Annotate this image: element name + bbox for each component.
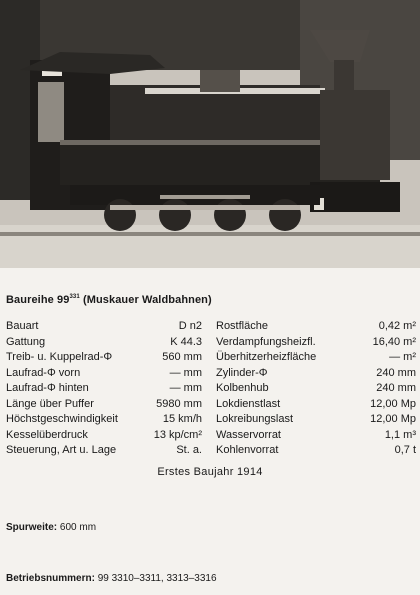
spec-value: — mm: [169, 382, 202, 394]
spec-value: D n2: [178, 320, 202, 332]
spec-row: [6, 443, 416, 459]
spec-value: 240 mm: [376, 366, 416, 379]
spec-row: [6, 381, 416, 397]
spec-value: 5980 mm: [156, 397, 202, 410]
spec-label: Kolbenhub: [216, 382, 269, 394]
spec-value: St. a.: [176, 444, 202, 456]
spec-value: 240 mm: [376, 382, 416, 394]
spec-row: [6, 412, 416, 428]
spec-label: Höchstgeschwindigkeit: [6, 413, 118, 425]
spec-value: 1,1 m³: [384, 428, 416, 441]
heading: [6, 294, 212, 306]
spec-label: Zylinder-Φ: [216, 366, 268, 379]
spec-label: Wasservorrat: [216, 428, 281, 441]
first-year: Erstes Baujahr 1914: [157, 466, 263, 478]
spec-value: 16,40 m²: [372, 335, 416, 348]
heading-subtitle: (Muskauer Waldbahnen): [82, 294, 212, 306]
specs-table: [6, 319, 416, 459]
heading-superscript: 331: [69, 294, 80, 300]
gauge-value: 600 mm: [59, 522, 97, 533]
spec-value: 13 kp/cm²: [153, 428, 202, 441]
spec-label: Lokreibungslast: [216, 413, 294, 425]
spec-label: Überhitzerheizfläche: [216, 351, 317, 363]
gauge: [6, 522, 96, 533]
spec-value: 12,00 Mp: [370, 413, 416, 425]
spec-label: Lokdienstlast: [216, 397, 281, 410]
spec-label: Rostfläche: [216, 320, 268, 332]
numbers-label: Betriebsnummern:: [6, 573, 95, 584]
spec-value: 0,7 t: [394, 444, 416, 456]
spec-row: [6, 428, 416, 444]
spec-value: 0,42 m²: [378, 320, 416, 332]
numbers-value: 99 3310–3311, 3313–3316: [97, 573, 217, 584]
spec-label: Laufrad-Φ vorn: [6, 366, 81, 379]
gauge-label: Spurweite:: [6, 522, 58, 533]
spec-row: [6, 397, 416, 413]
spec-value: 15 km/h: [162, 413, 202, 425]
spec-value: — mm: [169, 366, 202, 379]
spec-value: K 44.3: [170, 335, 202, 348]
spec-value: 12,00 Mp: [370, 397, 416, 410]
spec-row: [6, 319, 416, 335]
spec-row: [6, 350, 416, 366]
spec-label: Gattung: [6, 335, 46, 348]
spec-label: Kohlenvorrat: [216, 444, 279, 456]
spec-row: [6, 335, 416, 351]
spec-label: Verdampfungsheizfl.: [216, 335, 316, 348]
spec-label: Treib- u. Kuppelrad-Φ: [6, 351, 113, 363]
spec-row: [6, 366, 416, 382]
spec-label: Länge über Puffer: [6, 397, 94, 410]
locomotive-image: [0, 0, 420, 268]
spec-label: Laufrad-Φ hinten: [6, 382, 89, 394]
heading-prefix: Baureihe 99: [6, 294, 70, 306]
locomotive-photo: [0, 0, 420, 268]
spec-label: Steuerung, Art u. Lage: [6, 444, 117, 456]
spec-value: — m²: [389, 351, 416, 363]
spec-label: Kesselüberdruck: [6, 428, 88, 441]
spec-label: Bauart: [6, 320, 39, 332]
operating-numbers: [6, 573, 217, 584]
spec-value: 560 mm: [162, 351, 202, 363]
